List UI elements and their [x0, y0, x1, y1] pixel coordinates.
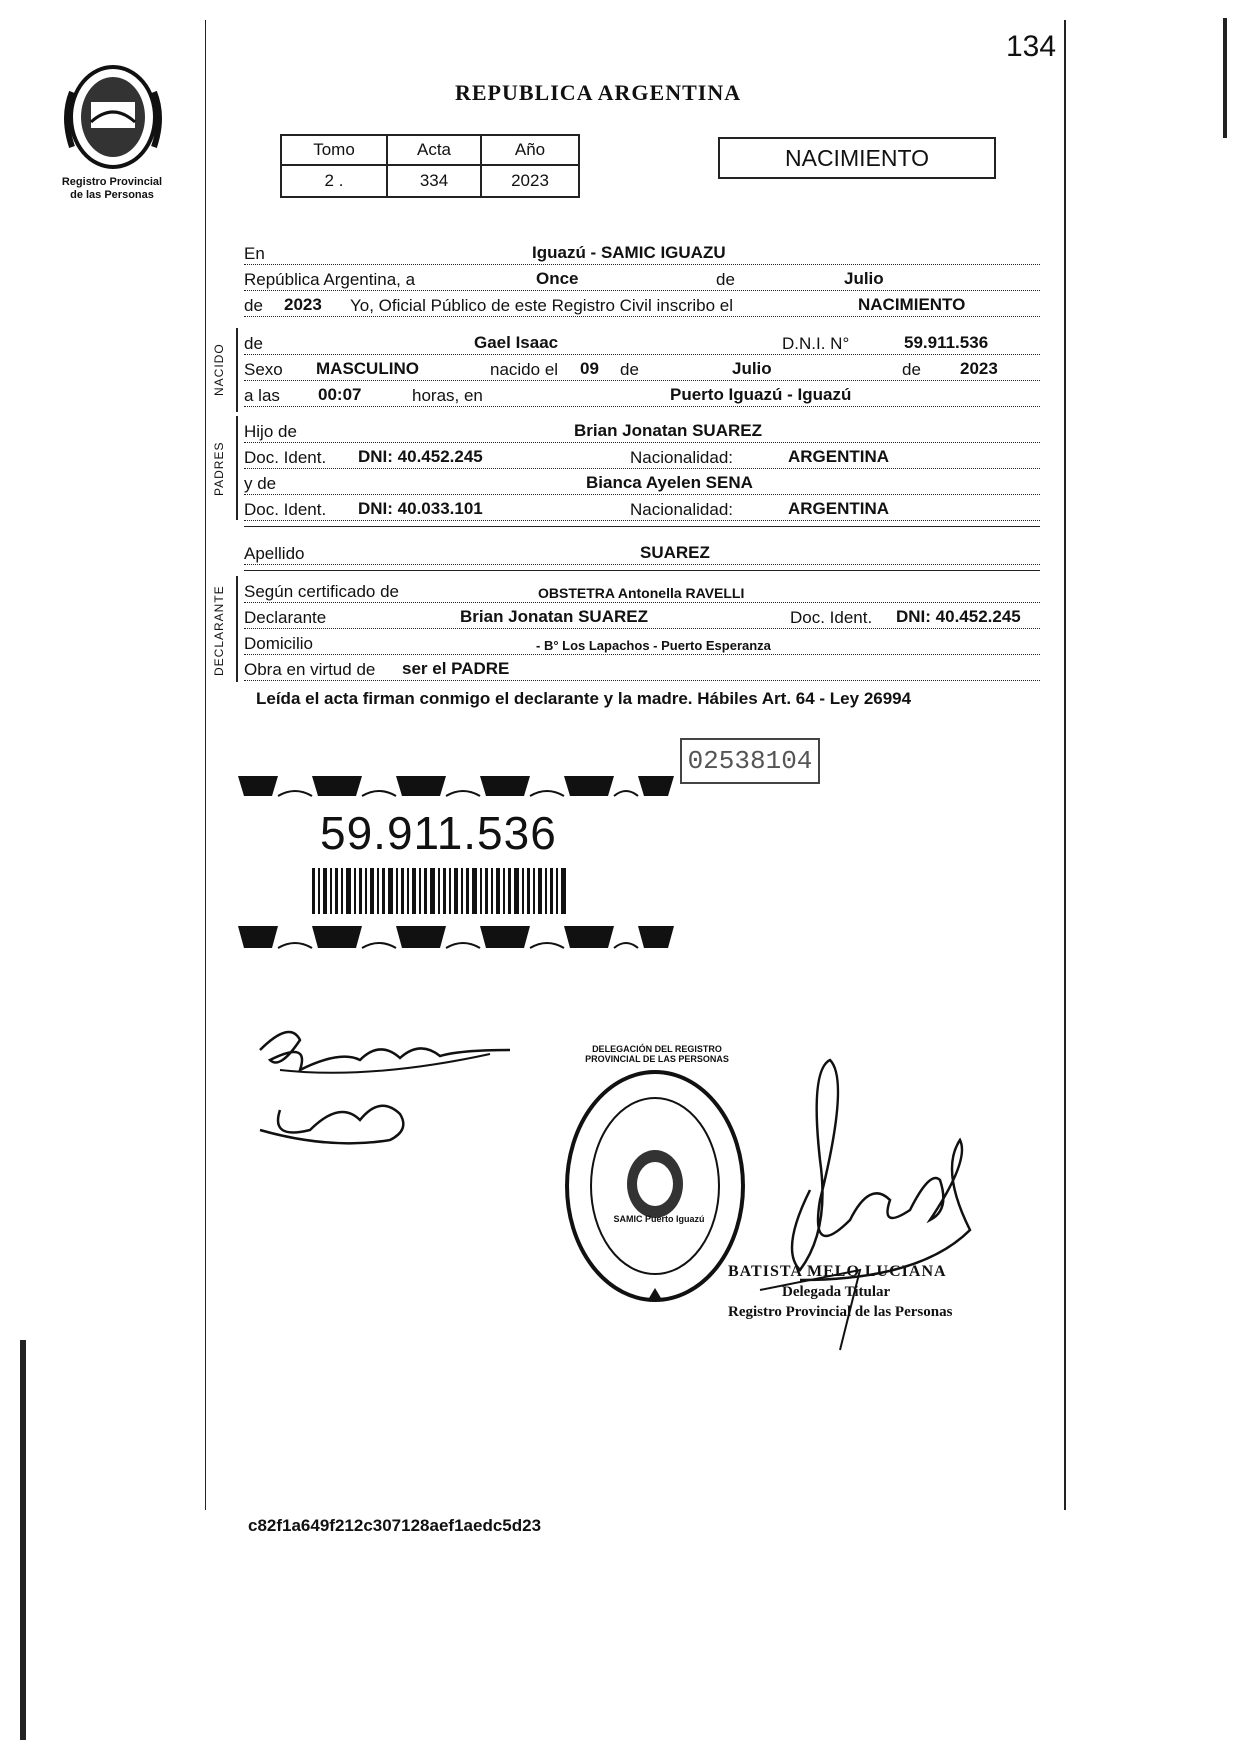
table-header: Acta	[387, 135, 481, 165]
official-role: Delegada Titular	[782, 1284, 891, 1300]
edge-mark-left	[20, 1340, 26, 1740]
section-rule	[244, 526, 1040, 527]
table-cell: 334	[387, 165, 481, 197]
official-seal-icon	[560, 1066, 750, 1306]
logo-caption: Registro Provincial de las Personas	[61, 176, 163, 201]
padres-label: PADRES	[212, 441, 226, 496]
document-type-box: NACIMIENTO	[718, 137, 996, 179]
stamp-number: 02538104	[680, 738, 820, 784]
legal-note: Leída el acta firman conmigo el declarante y la madre. Hábiles Art. 64 - Ley 26994	[256, 689, 912, 708]
registry-table	[280, 134, 580, 198]
row-sex: Sexo MASCULINO nacido el 09 de Julio de 2023	[244, 356, 1040, 381]
row-time: a las 00:07 horas, en Puerto Iguazú - Iguazú	[244, 382, 1040, 407]
table-cell: 2 .	[281, 165, 387, 197]
declarante-label: DECLARANTE	[212, 585, 226, 676]
page-number: 134	[1006, 30, 1057, 63]
security-pattern-top	[238, 768, 678, 804]
place-value: Iguazú - SAMIC IGUAZU	[532, 243, 726, 262]
seal-inner-text: SAMIC Puerto Iguazú	[613, 1214, 705, 1224]
row-date: República Argentina, a Once de Julio	[244, 266, 1040, 291]
surname-value: SUAREZ	[640, 543, 710, 562]
document-title: REPUBLICA ARGENTINA	[455, 80, 742, 105]
official-block	[728, 1262, 952, 1322]
misiones-emblem-icon	[58, 62, 168, 172]
seal-text: DELEGACIÓN DEL REGISTRO PROVINCIAL DE LAS PERSONAS	[585, 1044, 729, 1064]
table-header: Año	[481, 135, 579, 165]
row-capacity: Obra en virtud de ser el PADRE	[244, 656, 1040, 681]
dni-large-number: 59.911.536	[320, 807, 557, 859]
document-hash: c82f1a649f212c307128aef1aedc5d23	[248, 1516, 542, 1535]
row-certificate: Según certificado de OBSTETRA Antonella RAVELLI	[244, 578, 1040, 603]
row-statement: de 2023 Yo, Oficial Público de este Registro Civil inscribo el NACIMIENTO	[244, 292, 1040, 317]
row-mother: y de Bianca Ayelen SENA	[244, 470, 1040, 495]
section-rule	[244, 570, 1040, 571]
child-name: Gael Isaac	[474, 333, 559, 352]
row-name: de Gael Isaac D.N.I. N° 59.911.536	[244, 330, 1040, 355]
left-margin-line	[205, 20, 206, 1510]
table-header: Tomo	[281, 135, 387, 165]
barcode-icon	[312, 868, 568, 914]
row-surname: Apellido SUAREZ	[244, 540, 1040, 565]
declarante-bracket	[236, 576, 238, 682]
row-place: En Iguazú - SAMIC IGUAZU	[244, 240, 1040, 265]
right-margin-line	[1064, 20, 1066, 1510]
nacido-label: NACIDO	[212, 343, 226, 396]
row-father: Hijo de Brian Jonatan SUAREZ	[244, 418, 1040, 443]
declarant-signature	[250, 1010, 520, 1160]
child-dni: 59.911.536	[904, 333, 989, 352]
official-signature	[740, 1050, 990, 1370]
row-declarant: Declarante Brian Jonatan SUAREZ Doc. Ident. DNI: 40.452.245	[244, 604, 1040, 629]
row-father-doc: Doc. Ident. DNI: 40.452.245 Nacionalidad: ARGENTINA	[244, 444, 1040, 469]
nacido-bracket	[236, 328, 238, 412]
official-name: BATISTA MELO LUCIANA	[728, 1263, 947, 1280]
security-pattern-bottom	[238, 922, 678, 958]
padres-bracket	[236, 416, 238, 520]
official-org: Registro Provincial de las Personas	[728, 1304, 953, 1320]
row-address: Domicilio - B° Los Lapachos - Puerto Esperanza	[244, 630, 1040, 655]
edge-mark-right	[1223, 18, 1227, 138]
table-cell: 2023	[481, 165, 579, 197]
row-mother-doc: Doc. Ident. DNI: 40.033.101 Nacionalidad: ARGENTINA	[244, 496, 1040, 521]
